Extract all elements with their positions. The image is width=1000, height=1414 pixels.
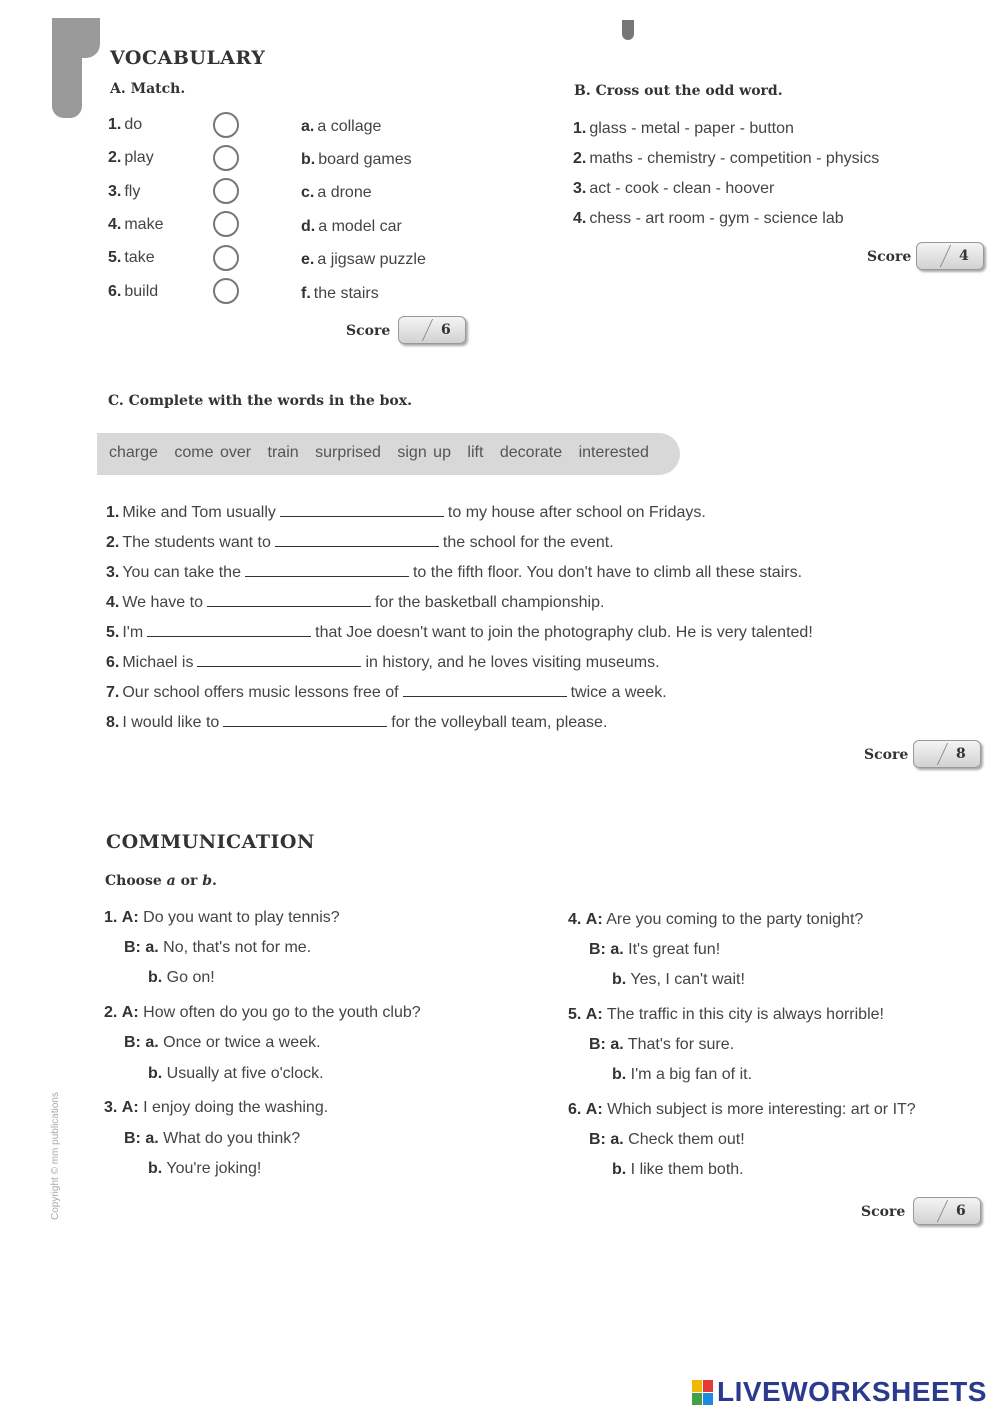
match-answer-circle-4[interactable]	[213, 211, 239, 237]
communication-score-label: Score	[861, 1204, 906, 1220]
complete-score-label: Score	[864, 747, 909, 763]
match-answer-circle-6[interactable]	[213, 278, 239, 304]
copyright-notice: Copyright © mm publications	[50, 1092, 61, 1220]
dialogue-option-b[interactable]: b. Yes, I can't wait!	[612, 971, 745, 988]
word-box-item: interested	[578, 444, 649, 461]
complete-sentence: 2. The students want to the school for the event.	[106, 534, 614, 551]
communication-score-max: 6	[956, 1203, 966, 1219]
page-mark-decoration	[622, 20, 634, 40]
match-answer-circle-2[interactable]	[213, 145, 239, 171]
communication-instruction: Choose a or b.	[105, 873, 217, 889]
dialogue-option-a[interactable]: B: a. It's great fun!	[589, 941, 721, 958]
word-box-item: surprised	[315, 444, 381, 461]
complete-score-box[interactable]	[913, 740, 981, 768]
complete-sentence: 4. We have to for the basketball championship.	[106, 594, 605, 611]
match-answer-circle-5[interactable]	[213, 245, 239, 271]
match-right-item: d. a model car	[301, 218, 402, 235]
word-box-item: sign up	[397, 444, 451, 461]
match-left-item: 3. fly	[108, 183, 141, 200]
answer-blank[interactable]	[403, 684, 567, 697]
dialogue-option-b[interactable]: b. I like them both.	[612, 1161, 744, 1178]
match-score-label: Score	[346, 323, 391, 339]
dialogue-option-a[interactable]: B: a. No, that's not for me.	[124, 939, 312, 956]
word-box-item: train	[267, 444, 299, 461]
odd-word-item[interactable]: 2. maths - chemistry - competition - physics	[573, 150, 880, 167]
communication-title: COMMUNICATION	[106, 831, 315, 853]
score-divider	[937, 743, 948, 765]
answer-blank[interactable]	[197, 654, 361, 667]
complete-sentence: 5. I'm that Joe doesn't want to join the photography club. He is very talented!	[106, 624, 813, 641]
match-left-item: 5. take	[108, 249, 155, 266]
complete-sentence: 6. Michael is in history, and he loves visiting museums.	[106, 654, 660, 671]
answer-blank[interactable]	[207, 594, 371, 607]
liveworksheets-logo-icon	[692, 1380, 713, 1405]
odd-word-score-box[interactable]	[916, 242, 984, 270]
dialogue-question: 5. A: The traffic in this city is always horrible!	[568, 1006, 884, 1023]
dialogue-question: 2. A: How often do you go to the youth club?	[104, 1004, 421, 1021]
dialogue-question: 1. A: Do you want to play tennis?	[104, 909, 340, 926]
dialogue-option-a[interactable]: B: a. What do you think?	[124, 1130, 301, 1147]
dialogue-question: 4. A: Are you coming to the party tonight?	[568, 911, 864, 928]
word-box	[97, 433, 680, 475]
odd-word-item[interactable]: 4. chess - art room - gym - science lab	[573, 210, 844, 227]
word-box-item: charge	[109, 444, 158, 461]
word-box-item: decorate	[499, 444, 563, 461]
match-right-item: a. a collage	[301, 118, 382, 135]
odd-word-item[interactable]: 1. glass - metal - paper - button	[573, 120, 794, 137]
match-left-item: 1. do	[108, 116, 143, 133]
complete-title: C. Complete with the words in the box.	[108, 393, 412, 409]
complete-sentence: 7. Our school offers music lessons free of twice a week.	[106, 684, 667, 701]
match-left-item: 6. build	[108, 283, 159, 300]
odd-word-title: B. Cross out the odd word.	[574, 83, 783, 99]
word-box-item: lift	[467, 444, 484, 461]
dialogue-question: 3. A: I enjoy doing the washing.	[104, 1099, 329, 1116]
complete-sentence: 8. I would like to for the volleyball team, please.	[106, 714, 608, 731]
answer-blank[interactable]	[275, 534, 439, 547]
page-tab-decoration-stub	[52, 18, 100, 58]
dialogue-question: 6. A: Which subject is more interesting: art or IT?	[568, 1101, 916, 1118]
communication-score-box[interactable]	[913, 1197, 981, 1225]
dialogue-option-a[interactable]: B: a. Once or twice a week.	[124, 1034, 321, 1051]
match-left-item: 4. make	[108, 216, 164, 233]
match-answer-circle-3[interactable]	[213, 178, 239, 204]
dialogue-option-a[interactable]: B: a. Check them out!	[589, 1131, 745, 1148]
answer-blank[interactable]	[245, 564, 409, 577]
dialogue-option-b[interactable]: b. I'm a big fan of it.	[612, 1066, 753, 1083]
liveworksheets-logo[interactable]	[692, 1376, 987, 1408]
answer-blank[interactable]	[147, 624, 311, 637]
odd-word-score-max: 4	[959, 248, 969, 264]
match-score-max: 6	[441, 322, 451, 338]
match-title: A. Match.	[110, 81, 186, 97]
complete-score-max: 8	[956, 746, 966, 762]
complete-sentence: 3. You can take the to the fifth floor. You don't have to climb all these stairs.	[106, 564, 803, 581]
odd-word-score-label: Score	[867, 249, 912, 265]
answer-blank[interactable]	[280, 504, 444, 517]
dialogue-option-b[interactable]: b. Go on!	[148, 969, 215, 986]
match-right-item: b. board games	[301, 151, 412, 168]
match-right-item: c. a drone	[301, 184, 372, 201]
complete-sentence: 1. Mike and Tom usually to my house after school on Fridays.	[106, 504, 706, 521]
odd-word-item[interactable]: 3. act - cook - clean - hoover	[573, 180, 775, 197]
match-answer-circle-1[interactable]	[213, 112, 239, 138]
liveworksheets-logo-text: LIVEWORKSHEETS	[717, 1376, 987, 1407]
match-left-item: 2. play	[108, 149, 154, 166]
dialogue-option-b[interactable]: b. Usually at five o'clock.	[148, 1065, 324, 1082]
vocabulary-title: VOCABULARY	[110, 47, 266, 69]
word-box-item: come over	[174, 444, 252, 461]
match-score-box[interactable]	[398, 316, 466, 344]
dialogue-option-a[interactable]: B: a. That's for sure.	[589, 1036, 735, 1053]
score-divider	[937, 1200, 948, 1222]
dialogue-option-b[interactable]: b. You're joking!	[148, 1160, 262, 1177]
match-right-item: e. a jigsaw puzzle	[301, 251, 426, 268]
answer-blank[interactable]	[223, 714, 387, 727]
score-divider	[422, 319, 433, 341]
score-divider	[940, 245, 951, 267]
match-right-item: f. the stairs	[301, 285, 379, 302]
